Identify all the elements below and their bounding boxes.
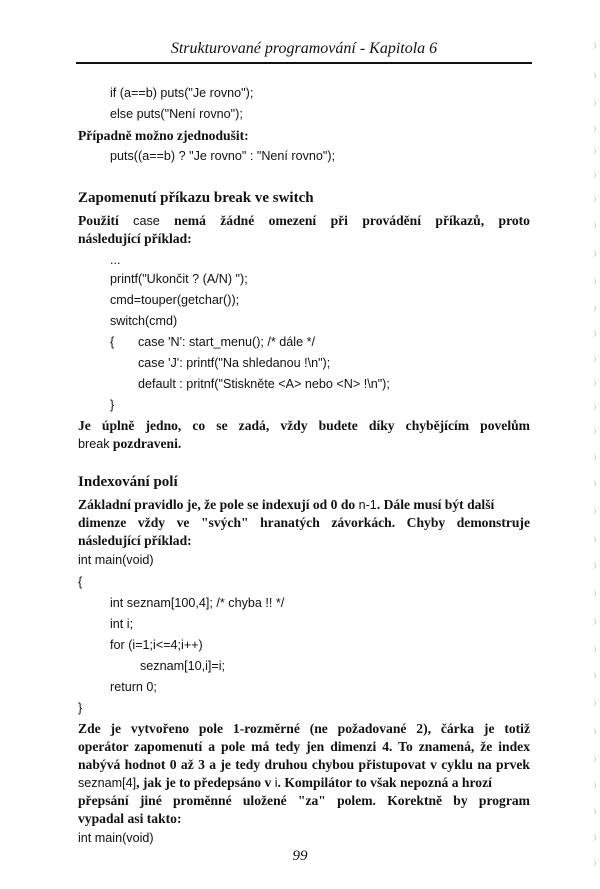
binding-mark [592, 42, 596, 49]
binding-mark [592, 196, 596, 203]
binding-mark [592, 330, 596, 337]
paragraph-line [78, 774, 492, 792]
code-line: return 0; [110, 680, 157, 694]
binding-mark [592, 756, 596, 763]
section-heading: Zapomenutí příkazu break ve switch [78, 190, 314, 206]
text-span: Použití [78, 213, 119, 228]
binding-mark [592, 100, 596, 107]
paragraph-line: nabývá hodnot 0 až 3 a je tedy druhou chybou přistupovat v cyklu na prvek [78, 757, 530, 772]
text-line: Případně možno zjednodušit: [78, 128, 249, 143]
binding-mark [592, 562, 596, 569]
binding-mark [592, 618, 596, 625]
text-span: , jak je to předepsáno v [136, 775, 272, 790]
paragraph-line: Je úplně jedno, co se zadá, vždy budete díky chybějícím povelům [78, 418, 530, 433]
binding-mark [592, 700, 596, 707]
code-line: } [110, 398, 115, 412]
binding-mark [592, 536, 596, 543]
binding-mark [592, 508, 596, 515]
binding-mark [592, 834, 596, 841]
section-heading: Indexování polí [78, 474, 178, 490]
binding-mark [592, 356, 596, 363]
code-line: int seznam[100,4]; /* chyba !! */ [110, 596, 285, 610]
inline-code: seznam[4] [78, 776, 137, 790]
binding-mark [592, 454, 596, 461]
text-span: . Dále musí být další [376, 497, 495, 512]
code-line: } [78, 701, 83, 715]
code-line: { [110, 335, 115, 349]
paragraph-line: následující příklad: [78, 533, 192, 548]
page-number: 99 [292, 848, 308, 864]
binding-mark [592, 250, 596, 257]
paragraph-line: přepsání jiné proměnné uložené "za" polem. Korektně by program [78, 793, 530, 808]
binding-mark [592, 278, 596, 285]
binding-mark [592, 72, 596, 79]
code-line: puts((a==b) ? "Je rovno" : "Není rovno"); [110, 149, 336, 163]
binding-mark [592, 860, 596, 867]
binding-mark [592, 222, 596, 229]
binding-mark [592, 728, 596, 735]
code-line: int main(void) [78, 831, 154, 845]
code-line: int main(void) [78, 553, 154, 567]
paragraph-line [78, 496, 494, 514]
binding-mark [592, 672, 596, 679]
code-line: else puts("Není rovno"); [110, 107, 243, 121]
text-span: pozdraveni. [112, 436, 182, 451]
inline-code: case [133, 214, 160, 228]
inline-code: i [274, 776, 278, 790]
inline-code: break [78, 437, 110, 451]
paragraph-line [78, 435, 181, 453]
binding-mark [592, 148, 596, 155]
binding-mark [592, 305, 596, 312]
paragraph-line: operátor zapomenutí a pole má tedy jen dimenzi 4. To znamená, že index [78, 739, 530, 754]
code-line: { [78, 575, 83, 589]
text-span: Základní pravidlo je, že pole se indexují od 0 do [78, 497, 356, 512]
code-line: printf("Ukončit ? (A/N) "); [110, 272, 248, 286]
binding-mark [592, 172, 596, 179]
paragraph-line: vypadal asi takto: [78, 811, 182, 826]
code-line: switch(cmd) [110, 314, 178, 328]
binding-mark [592, 590, 596, 597]
code-line: ... [110, 253, 121, 267]
binding-mark [592, 646, 596, 653]
paragraph-line [78, 212, 530, 230]
binding-mark [592, 404, 596, 411]
code-line: default : pritnf("Stiskněte <A> nebo <N> !\n"); [138, 377, 390, 391]
code-line: if (a==b) puts("Je rovno"); [110, 86, 254, 100]
code-line: cmd=touper(getchar()); [110, 293, 240, 307]
paragraph-line: Zde je vytvořeno pole 1-rozměrné (ne požadované 2), čárka je totiž [78, 721, 530, 736]
paragraph-line: dimenze vždy ve "svých" hranatých závorkách. Chyby demonstruje [78, 515, 530, 530]
text-span: . Kompilátor to však nepozná a hrozí [277, 775, 492, 790]
paragraph-line: následující příklad: [78, 231, 192, 246]
inline-code: n-1 [358, 498, 377, 512]
code-line: case 'J': printf("Na shledanou !\n"); [138, 356, 331, 370]
code-line: int i; [110, 617, 134, 631]
code-line: for (i=1;i<=4;i++) [110, 638, 203, 652]
binding-mark [592, 380, 596, 387]
code-line: seznam[10,i]=i; [140, 659, 226, 673]
binding-mark [592, 125, 596, 132]
binding-edge-marks [590, 0, 600, 889]
running-header: Strukturované programování - Kapitola 6 [170, 40, 438, 57]
binding-mark [592, 782, 596, 789]
text-span: nemá žádné omezení při provádění příkazů, proto [174, 213, 530, 228]
binding-mark [592, 808, 596, 815]
binding-mark [592, 480, 596, 487]
binding-mark [592, 428, 596, 435]
header-rule [76, 62, 532, 64]
code-line: case 'N': start_menu(); /* dále */ [138, 335, 315, 349]
